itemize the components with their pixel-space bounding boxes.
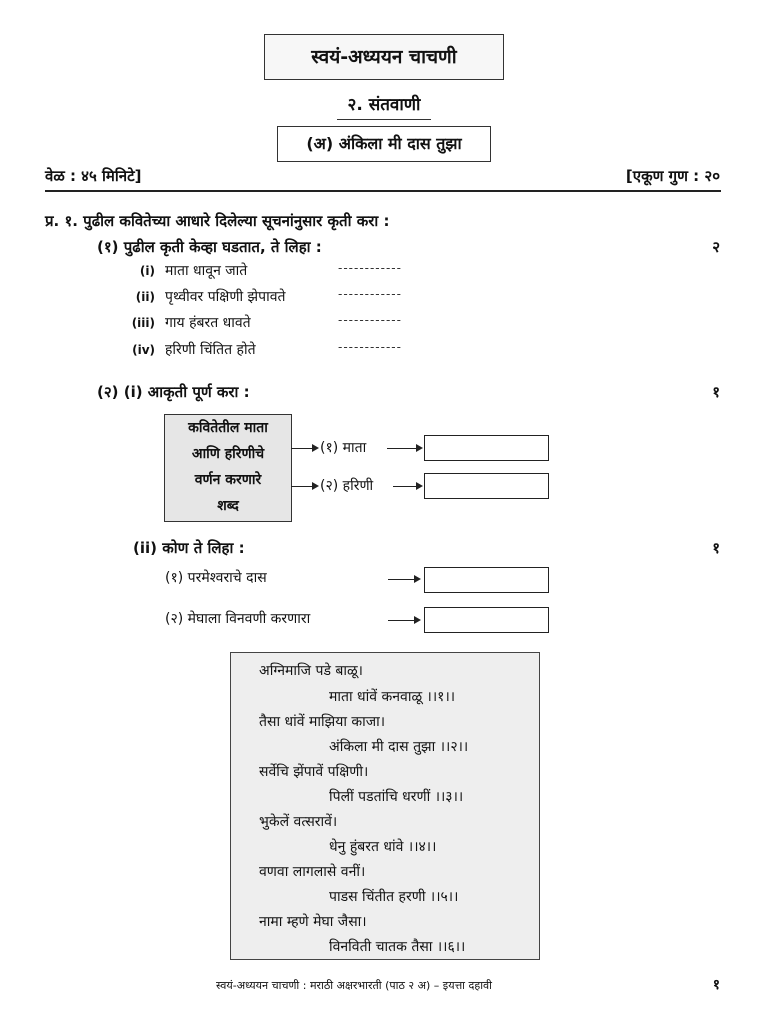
poem-line: माता धांवें कनवाळू ।।१।।: [329, 689, 456, 705]
item-label: (iv): [132, 343, 155, 357]
poem-line: पिलीं पडतांचि धरणीं ।।३।।: [329, 789, 464, 805]
part-1-marks: २: [712, 238, 720, 256]
page-title: स्वयं-अध्ययन चाचणी: [264, 34, 504, 80]
concept-line: वर्णन करणारे: [194, 472, 262, 488]
question-1-heading: प्र. १. पुढील कवितेच्या आधारे दिलेल्या सूचनांनुसार कृती करा :: [45, 212, 390, 230]
answer-blank[interactable]: ------------: [338, 340, 402, 354]
answer-blank[interactable]: ------------: [338, 261, 402, 275]
item-text: पृथ्वीवर पक्षिणी झेपावते: [165, 289, 286, 305]
part-3-heading: (ii) कोण ते लिहा :: [133, 539, 245, 557]
item-text: हरिणी चिंतित होते: [165, 342, 256, 358]
part-2-marks: १: [712, 383, 720, 401]
poem-line: पाडस चिंतीत हरणी ।।५।।: [329, 889, 459, 905]
answer-box[interactable]: [424, 473, 549, 499]
arrow-right-icon: [416, 482, 423, 490]
concept-line: कवितेतील माता: [188, 420, 268, 436]
who-item: (२) मेघाला विनवणी करणारा: [165, 611, 311, 627]
poem-line: वणवा लागलासे वनीं।: [259, 864, 366, 880]
chapter-underline: [337, 119, 431, 120]
who-item: (१) परमेश्वराचे दास: [165, 570, 267, 586]
answer-box[interactable]: [424, 435, 549, 461]
time-limit: वेळ : ४५ मिनिटे]: [45, 167, 142, 185]
arrow-right-icon: [414, 616, 421, 624]
poem-line: विनविती चातक तैसा ।।६।।: [329, 939, 466, 955]
part-3-marks: १: [712, 539, 720, 557]
concept-box: [164, 414, 292, 522]
branch-label: (१) माता: [320, 440, 367, 456]
header-divider: [45, 190, 721, 192]
arrow-right-icon: [416, 444, 423, 452]
poem-line: सर्वेचि झेंपावें पक्षिणी।: [259, 764, 369, 780]
answer-blank[interactable]: ------------: [338, 287, 402, 301]
item-label: (ii): [135, 290, 155, 304]
arrow-line: [291, 486, 313, 487]
page-number: १: [712, 977, 720, 993]
item-text: गाय हंबरत धावते: [165, 315, 251, 331]
arrow-right-icon: [414, 575, 421, 583]
part-2-heading: (२) (i) आकृती पूर्ण करा :: [97, 383, 250, 401]
arrow-line: [291, 448, 313, 449]
concept-line: आणि हरिणीचे: [191, 446, 265, 462]
poem-line: अग्निमाजि पडे बाळू।: [259, 663, 363, 679]
part-1-heading: (१) पुढील कृती केव्हा घडतात, ते लिहा :: [97, 238, 322, 256]
arrow-line: [393, 486, 417, 487]
poem-line: भुकेलें वत्सरावें।: [259, 814, 338, 830]
arrow-line: [387, 448, 417, 449]
item-label: (iii): [131, 316, 155, 330]
poem-line: तैसा धांवें माझिया काजा।: [259, 714, 386, 730]
poem-line: धेनु हुंबरत धांवे ।।४।।: [329, 839, 437, 855]
chapter-title: २. संतवाणी: [347, 95, 421, 115]
item-label: (i): [139, 264, 155, 278]
answer-box[interactable]: [424, 607, 549, 633]
footer-text: स्वयं-अध्ययन चाचणी : मराठी अक्षरभारती (पाठ २ अ) – इयत्ता दहावी: [216, 979, 493, 992]
arrow-right-icon: [312, 482, 319, 490]
arrow-line: [388, 620, 416, 621]
poem-line: अंकिला मी दास तुझा ।।२।।: [329, 739, 469, 755]
answer-box[interactable]: [424, 567, 549, 593]
lesson-title: (अ) अंकिला मी दास तुझा: [277, 126, 491, 162]
item-text: माता धावून जाते: [165, 263, 248, 279]
answer-blank[interactable]: ------------: [338, 313, 402, 327]
branch-label: (२) हरिणी: [320, 478, 374, 494]
poem-box: [230, 652, 540, 960]
arrow-right-icon: [312, 444, 319, 452]
poem-line: नामा म्हणे मेघा जैसा।: [259, 914, 367, 930]
total-marks: [एकूण गुण : २०: [625, 167, 720, 185]
concept-line: शब्द: [217, 498, 239, 514]
arrow-line: [388, 579, 416, 580]
